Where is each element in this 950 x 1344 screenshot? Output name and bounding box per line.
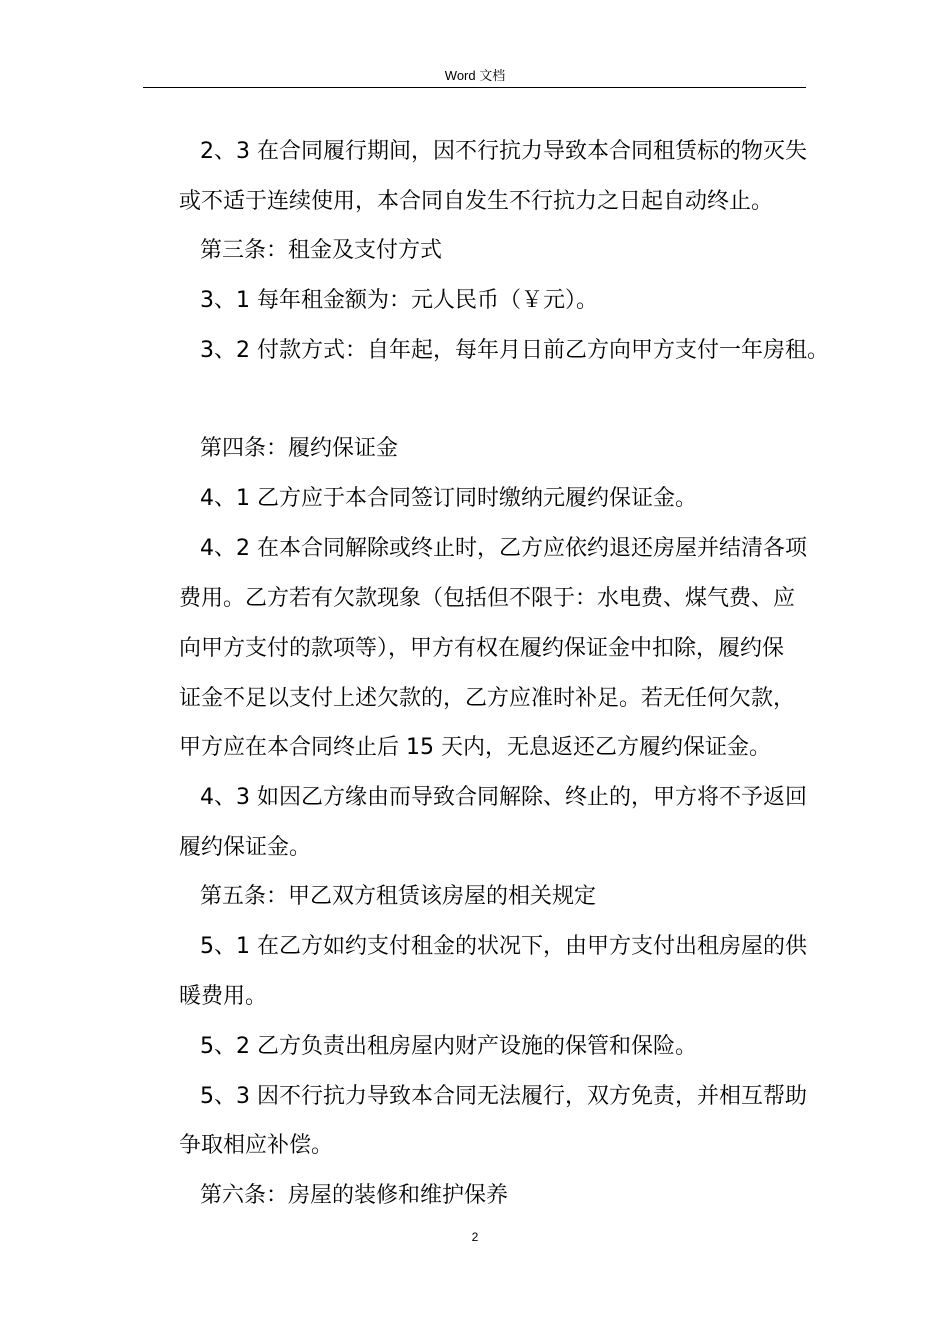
document-header-title: Word 文档 <box>444 68 506 83</box>
paragraph-line: 费用。乙方若有欠款现象（包括但不限于：水电费、煤气费、应 <box>179 586 796 611</box>
paragraph-line: 或不适于连续使用，本合同自发生不行抗力之日起自动终止。 <box>179 189 774 214</box>
paragraph-line: 履约保证金。 <box>179 835 312 860</box>
page-number: 2 <box>471 1230 479 1244</box>
section-heading: 第五条：甲乙双方租赁该房屋的相关规定 <box>200 884 597 909</box>
paragraph-line: 证金不足以支付上述欠款的，乙方应准时补足。若无任何欠款， <box>179 686 796 711</box>
paragraph-line: 向甲方支付的款项等），甲方有权在履约保证金中扣除，履约保 <box>179 636 785 661</box>
paragraph-line: 3、1 每年租金额为：元人民币（￥元）。 <box>200 288 598 313</box>
header-divider <box>143 87 806 88</box>
paragraph-line: 5、3 因不行抗力导致本合同无法履行，双方免责，并相互帮助 <box>200 1084 807 1109</box>
paragraph-line: 4、2 在本合同解除或终止时，乙方应依约退还房屋并结清各项 <box>200 536 807 561</box>
paragraph-line: 3、2 付款方式：自年起，每年月日前乙方向甲方支付一年房租。 <box>200 338 829 363</box>
paragraph-line: 4、3 如因乙方缘由而导致合同解除、终止的，甲方将不予返回 <box>200 785 807 810</box>
paragraph-line: 2、3 在合同履行期间，因不行抗力导致本合同租赁标的物灭失 <box>200 139 807 164</box>
paragraph-line: 5、2 乙方负责出租房屋内财产设施的保管和保险。 <box>200 1034 697 1059</box>
paragraph-line: 暖费用。 <box>179 984 268 1009</box>
paragraph-line: 4、1 乙方应于本合同签订同时缴纳元履约保证金。 <box>200 486 697 511</box>
section-heading: 第三条：租金及支付方式 <box>200 238 443 263</box>
paragraph-line: 甲方应在本合同终止后 15 天内，无息返还乙方履约保证金。 <box>179 735 771 760</box>
paragraph-line: 5、1 在乙方如约支付租金的状况下，由甲方支付出租房屋的供 <box>200 934 807 959</box>
section-heading: 第六条：房屋的装修和维护保养 <box>200 1183 509 1208</box>
section-heading: 第四条：履约保证金 <box>200 436 399 461</box>
paragraph-line: 争取相应补偿。 <box>179 1133 334 1158</box>
